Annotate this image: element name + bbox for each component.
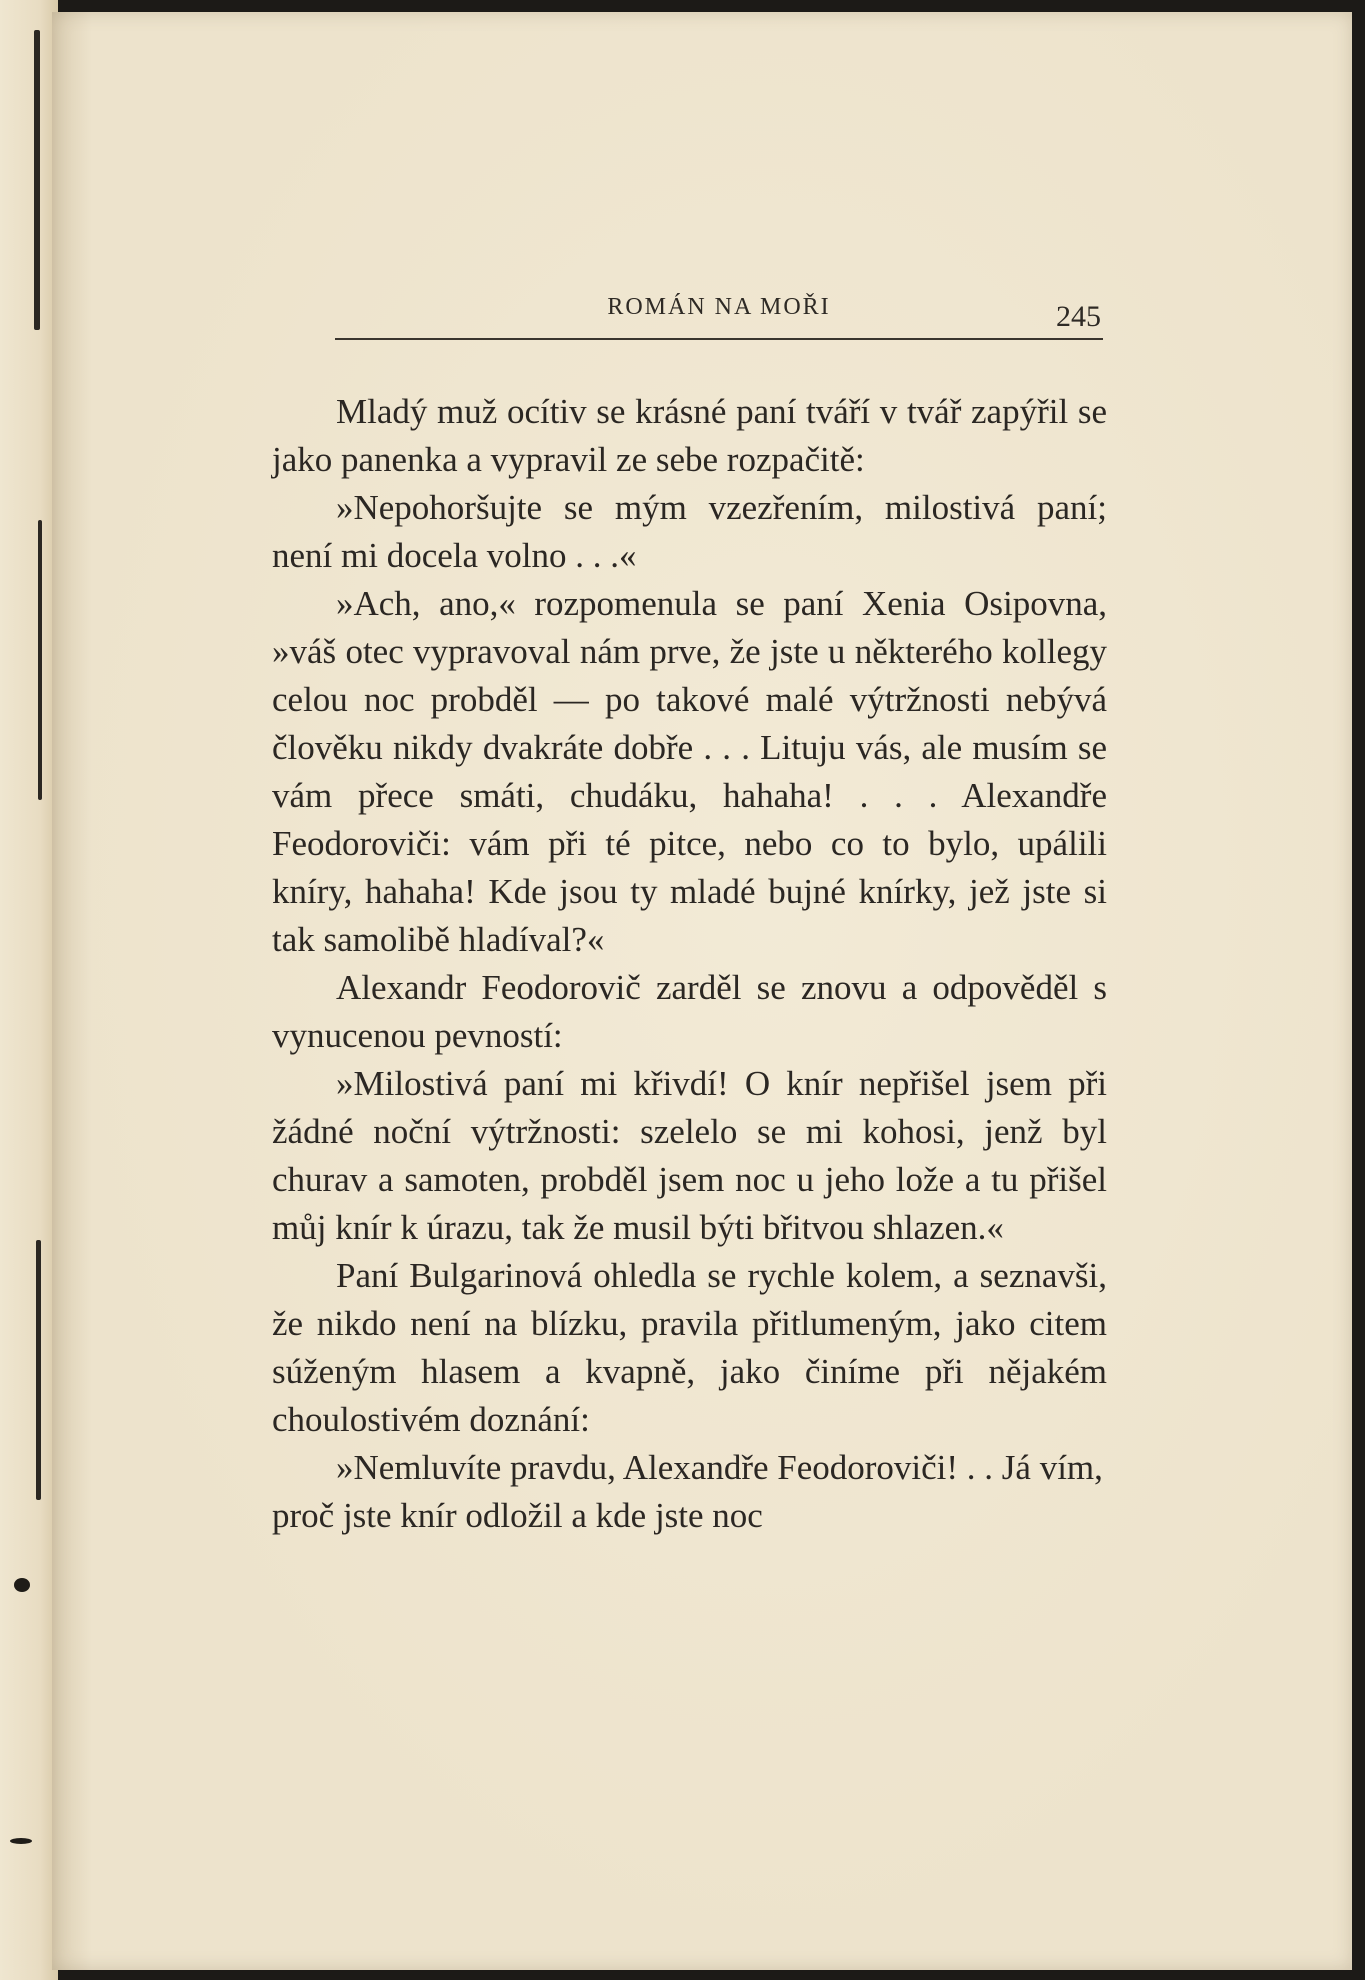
- paragraph: Alexandr Feodorovič zarděl se znovu a odpověděl s vynucenou pevností:: [272, 968, 1107, 1055]
- ink-blot: [10, 1838, 32, 1844]
- paragraph: »Ach, ano,« rozpomenula se paní Xenia Osipovna, »váš otec vypravoval nám prve, že jste u některého kollegy celou noc probděl — po takové malé výtržnosti nebývá člověku nikdy dvakráte dobře . . . Lituju vás, ale musím se vám přece smáti, chudáku, hahaha! . . . Alexandře Feodoroviči: vám při té pitce, nebo co to bylo, upálili kníry, hahaha! Kde jsou ty mladé bujné knírky, jež jste si tak samolibě hladíval?«: [272, 584, 1107, 959]
- paragraph: »Nepohoršujte se mým vzezřením, milostivá paní; není mi docela volno . . .«: [272, 488, 1107, 575]
- page-header: [335, 280, 1103, 340]
- ink-blot: [14, 1578, 30, 1592]
- paragraph: Mladý muž ocítiv se krásné paní tváří v tvář zapýřil se jako panenka a vypravil ze sebe rozpačitě:: [272, 392, 1107, 479]
- binding-thread-mark: [36, 1240, 41, 1500]
- binding-thread-mark: [38, 520, 42, 800]
- paragraph: »Milostivá paní mi křivdí! O knír nepřišel jsem při žádné noční výtržnosti: szelelo se mi kohosi, jenž byl churav a samoten, probděl jsem noc u jeho lože a tu přišel můj knír k úrazu, tak že musil býti břitvou shlazen.«: [272, 1064, 1107, 1247]
- body-text: [272, 388, 1107, 1540]
- binding-thread-mark: [34, 30, 40, 330]
- paragraph: »Nemluvíte pravdu, Alexandře Feodoroviči! . . Já vím, proč jste knír odložil a kde jste noc: [272, 1448, 1103, 1535]
- page-number: 245: [1056, 300, 1101, 333]
- running-title: ROMÁN NA MOŘI: [607, 294, 831, 320]
- paragraph: Paní Bulgarinová ohledla se rychle kolem, a seznavši, že nikdo není na blízku, pravila přitlumeným, jako citem súženým hlasem a kvapně, jako činíme při nějakém choulostivém doznání:: [272, 1256, 1107, 1439]
- book-binding-edge: [0, 0, 58, 1980]
